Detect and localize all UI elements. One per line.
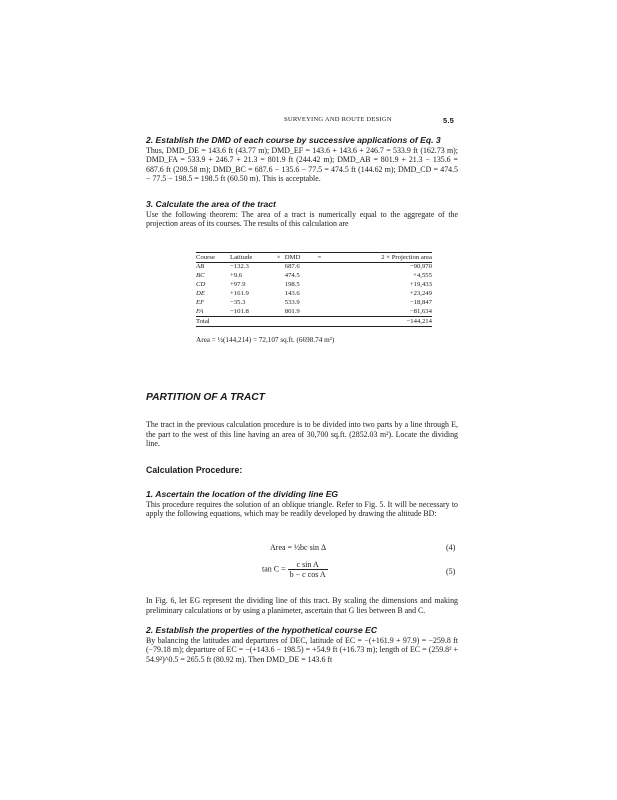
course-cell: BC: [196, 272, 205, 280]
step-3-block: [146, 200, 458, 229]
col-projection-area: 2 × Projection area: [325, 253, 432, 263]
course-cell: AB: [196, 263, 205, 271]
table-header-row: [196, 253, 432, 263]
table-row: [196, 272, 432, 281]
step-3-text: Use the following theorem: The area of a tract is numerically equal to the aggregate of the projection areas of its courses. The results of this calculation are: [146, 209, 458, 229]
col-times: ×: [277, 253, 285, 263]
step-3-title: 3. Calculate the area of the tract: [146, 199, 276, 209]
equation-5-number: (5): [446, 567, 456, 576]
area-cell: +19,433: [409, 281, 432, 289]
step-2-text: Thus, DMD_DE = 143.6 ft (43.77 m); DMD_EF = 143.6 + 143.6 + 246.7 = 533.9 ft (162.73 m); DMD_FA = 533.9 + 246.7 + 21.3 = 801.9 ft (244.42 m); DMD_AB = 801.9 + 21.3 − 135.6 = 687.6 ft (209.58 m); DMD_BC = 687.6 − 135.6 − 77.5 = 474.5 ft (144.62 m); DMD_CD = 474.5 − 77.5 − 198.5 = 198.5 ft (60.50 m). This is acceptable.: [146, 145, 458, 184]
col-dmd: DMD: [285, 253, 318, 263]
col-equals: =: [317, 253, 325, 263]
area-result: Area = ½(144,214) = 72,107 sq.ft. (6698.74 m²): [196, 336, 335, 344]
table-row: [196, 263, 432, 272]
area-cell: +4,555: [413, 272, 432, 280]
step-2-block: [146, 136, 458, 184]
table-row: [196, 281, 432, 290]
procedure-step-1: [146, 490, 458, 519]
procedure-step-2-title: 2. Establish the properties of the hypothetical course EC: [146, 625, 378, 635]
course-cell: CD: [196, 281, 206, 289]
latitude-cell: +97.9: [230, 281, 246, 289]
equation-5: [262, 560, 328, 579]
page-number: 5.5: [443, 116, 455, 125]
course-cell: EF: [196, 298, 205, 306]
section-title: PARTITION OF A TRACT: [146, 392, 265, 403]
table-total-row: [196, 317, 432, 327]
area-cell: −81,634: [409, 307, 432, 315]
table-row: [196, 290, 432, 299]
dmd-cell: 533.9: [284, 298, 300, 306]
table-row: [196, 299, 432, 308]
col-latitude: Latitude: [230, 253, 277, 263]
latitude-cell: +9.6: [230, 272, 243, 280]
course-cell: DE: [196, 290, 205, 298]
latitude-cell: −132.3: [230, 263, 249, 271]
equation-5-fraction: [288, 560, 328, 579]
dmd-cell: 801.9: [284, 307, 300, 315]
equation-5-lhs: tan C =: [262, 564, 286, 574]
latitude-cell: +161.9: [230, 290, 249, 298]
procedure-step-1-text: This procedure requires the solution of an oblique triangle. Refer to Fig. 5. It will be necessary to apply the following equations, which may be readily developed by drawing the altitude BD:: [146, 499, 458, 519]
running-title: SURVEYING AND ROUTE DESIGN: [284, 116, 392, 123]
area-cell: −90,970: [409, 263, 432, 271]
area-cell: −18,847: [409, 298, 432, 306]
col-course: Course: [196, 253, 230, 263]
dmd-cell: 198.5: [284, 281, 300, 289]
procedure-step-1-title: 1. Ascertain the location of the dividing line EG: [146, 489, 339, 499]
dmd-cell: 143.6: [284, 290, 300, 298]
table-row: [196, 307, 432, 316]
section-intro-text: The tract in the previous calculation procedure is to be divided into two parts by a line through E, the part to the west of this line having an area of 30,700 sq.ft. (2852.03 m²). Locate the dividing line.: [146, 420, 458, 449]
course-cell: FA: [196, 307, 204, 315]
equation-5-denominator: b − c cos A: [289, 570, 326, 579]
area-cell: +23,249: [409, 290, 432, 298]
procedure-step-1-after: In Fig. 6, let EG represent the dividing line of this tract. By scaling the dimensions and making preliminary calculations or by using a planimeter, ascertain that G lies between B and C.: [146, 596, 458, 615]
equation-4-number: (4): [446, 543, 456, 552]
total-label: Total: [196, 317, 230, 327]
latitude-cell: −101.8: [230, 307, 249, 315]
latitude-cell: −35.3: [230, 298, 246, 306]
projection-area-table: [196, 252, 432, 327]
total-value: −144,214: [325, 317, 432, 327]
dmd-cell: 474.5: [284, 272, 300, 280]
dmd-cell: 687.6: [284, 263, 300, 271]
step-2-title: 2. Establish the DMD of each course by successive applications of Eq. 3: [146, 135, 441, 145]
equation-5-numerator: c sin A: [288, 560, 328, 570]
procedure-step-2-text: By balancing the latitudes and departures of DEC, latitude of EC = −(+161.9 + 97.9) = −259.8 ft (−79.18 m); departure of EC = −(+143.6 − 198.5) = +54.9 ft (+16.73 m); length of EC = (259.8² + 54.9²)^0.5 = 265.5 ft (80.92 m). Then DMD_DE = 143.6 ft: [146, 635, 458, 664]
procedure-step-2: [146, 626, 458, 664]
equation-4: Area = ½bc sin Δ: [270, 543, 327, 552]
procedure-title: Calculation Procedure:: [146, 465, 243, 475]
